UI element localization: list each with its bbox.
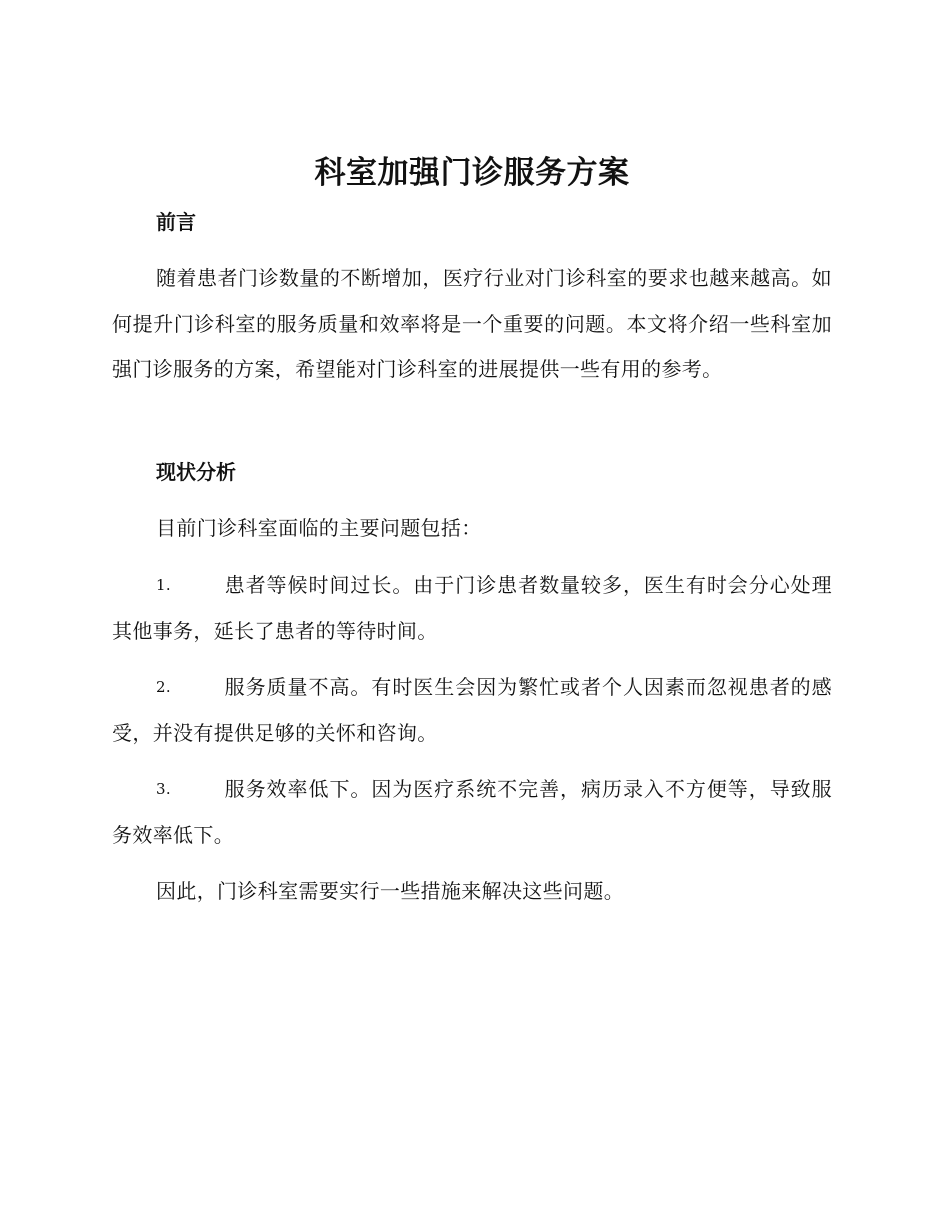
preface-paragraph: 随着患者门诊数量的不断增加，医疗行业对门诊科室的要求也越来越高。如何提升门诊科室的服务质量和效率将是一个重要的问题。本文将介绍一些科室加强门诊服务的方案，希望能对门诊科室的进展提供一些有用的参考。 [112,266,832,381]
section-heading-status-analysis: 现状分析 [156,460,236,484]
section-heading-preface: 前言 [156,210,196,234]
list-item-text: 服务效率低下。因为医疗系统不完善，病历录入不方便等，导致服务效率低下。 [112,777,832,847]
list-item-number: 2. [156,678,172,696]
list-item-number: 1. [156,576,172,594]
list-item [112,563,832,654]
conclusion-paragraph: 因此，门诊科室需要实行一些措施来解决这些问题。 [156,879,625,903]
list-item-text: 患者等候时间过长。由于门诊患者数量较多，医生有时会分心处理其他事务，延长了患者的等待时间。 [112,573,832,643]
list-item [112,767,832,858]
status-intro-paragraph: 目前门诊科室面临的主要问题包括： [156,516,482,540]
list-item-number: 3. [156,780,172,798]
list-item [112,665,832,756]
document-title: 科室加强门诊服务方案 [314,155,630,191]
list-item-text: 服务质量不高。有时医生会因为繁忙或者个人因素而忽视患者的感受，并没有提供足够的关怀和咨询。 [112,675,832,745]
